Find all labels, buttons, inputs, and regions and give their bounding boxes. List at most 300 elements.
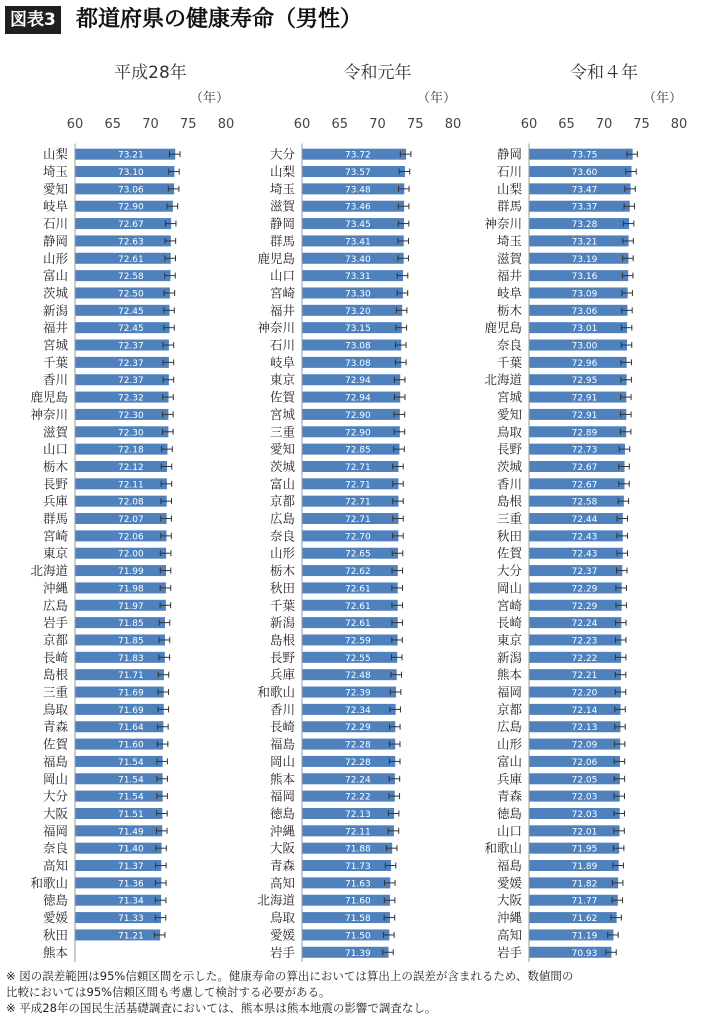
data-label: 72.13 (344, 809, 371, 820)
footnotes (6, 968, 706, 1016)
category-label: 佐賀 (42, 736, 68, 752)
category-label: 和歌山 (257, 684, 295, 700)
category-label: 静岡 (269, 216, 295, 232)
data-label: 71.37 (117, 862, 144, 873)
data-label: 72.62 (344, 567, 371, 578)
data-label: 72.22 (344, 792, 371, 803)
data-label: 72.23 (571, 636, 598, 647)
category-label: 長崎 (496, 615, 522, 631)
category-label: 群馬 (496, 198, 522, 214)
category-label: 広島 (42, 597, 68, 613)
category-label: 岐阜 (42, 198, 68, 214)
data-label: 73.45 (344, 220, 371, 231)
data-label: 72.50 (117, 289, 144, 300)
data-label: 71.73 (344, 862, 371, 873)
data-label: 71.62 (571, 914, 598, 925)
category-label: 愛知 (42, 181, 68, 197)
data-label: 71.82 (571, 879, 598, 890)
data-label: 71.19 (571, 931, 598, 942)
data-label: 72.12 (117, 462, 144, 473)
data-label: 72.48 (344, 671, 371, 682)
data-label: 72.00 (117, 549, 144, 560)
data-label: 72.90 (344, 428, 371, 439)
category-label: 沖縄 (496, 910, 522, 926)
category-label: 大分 (42, 788, 68, 804)
x-tick-label: 80 (444, 117, 462, 132)
category-label: 静岡 (496, 146, 522, 162)
panel-title: 令和４年 (570, 63, 638, 83)
data-label: 72.71 (344, 480, 371, 491)
data-label: 73.47 (571, 185, 598, 196)
x-tick-label: 60 (293, 117, 311, 132)
category-label: 佐賀 (269, 389, 295, 405)
category-label: 東京 (269, 372, 295, 388)
x-tick-label: 70 (369, 117, 386, 132)
page-title: 都道府県の健康寿命（男性） (76, 7, 363, 32)
data-label: 72.11 (344, 827, 371, 838)
data-label: 72.22 (571, 653, 598, 664)
category-label: 千葉 (496, 354, 522, 370)
category-label: 岐阜 (269, 354, 295, 370)
data-label: 72.59 (344, 636, 371, 647)
category-label: 宮崎 (496, 597, 522, 613)
category-label: 神奈川 (30, 406, 68, 422)
data-label: 72.11 (117, 480, 144, 491)
data-label: 72.06 (571, 757, 598, 768)
data-label: 72.30 (117, 410, 144, 421)
category-label: 長崎 (269, 719, 295, 735)
category-label: 広島 (496, 719, 522, 735)
data-label: 72.29 (571, 584, 598, 595)
category-label: 福島 (42, 753, 68, 769)
category-label: 東京 (496, 632, 522, 648)
data-label: 72.20 (571, 688, 598, 699)
data-label: 72.61 (344, 601, 371, 612)
category-label: 鹿児島 (257, 250, 295, 266)
data-label: 73.01 (571, 324, 598, 335)
category-label: 福井 (496, 268, 522, 284)
data-label: 73.15 (344, 324, 371, 335)
footnote-1: ※ 図の誤差範囲は95%信頼区間を示した。健康寿命の算出においては算出上の誤差が含まれるため、数値間の (6, 969, 574, 983)
category-label: 鳥取 (496, 424, 522, 440)
category-label: 千葉 (42, 354, 68, 370)
category-label: 秋田 (42, 927, 68, 943)
category-label: 滋賀 (269, 198, 295, 214)
data-label: 71.89 (571, 862, 598, 873)
category-label: 徳島 (496, 805, 522, 821)
data-label: 72.06 (117, 532, 144, 543)
category-label: 奈良 (42, 840, 68, 856)
category-label: 岩手 (42, 615, 68, 631)
category-label: 北海道 (30, 563, 68, 579)
category-label: 和歌山 (484, 840, 522, 856)
category-label: 山形 (42, 250, 68, 266)
data-label: 72.63 (117, 237, 144, 248)
category-label: 岡山 (42, 771, 68, 787)
data-label: 71.34 (117, 896, 144, 907)
category-label: 山形 (269, 545, 295, 561)
data-label: 73.20 (344, 306, 371, 317)
category-label: 愛媛 (496, 875, 522, 891)
data-label: 72.37 (117, 341, 144, 352)
data-label: 73.16 (571, 272, 598, 283)
category-label: 新潟 (269, 615, 295, 631)
data-label: 73.09 (571, 289, 598, 300)
category-label: 青森 (269, 858, 295, 874)
x-tick-label: 70 (595, 117, 613, 132)
data-label: 72.71 (344, 462, 371, 473)
data-label: 71.39 (344, 948, 371, 959)
category-label: 滋賀 (496, 250, 522, 266)
data-label: 73.19 (571, 254, 598, 265)
unit-label: （年） (189, 91, 229, 106)
category-label: 京都 (269, 493, 295, 509)
data-label: 71.49 (117, 827, 144, 838)
data-label: 72.58 (571, 497, 598, 508)
data-label: 71.33 (117, 914, 144, 925)
category-label: 岡山 (269, 753, 295, 769)
category-label: 京都 (42, 632, 68, 648)
data-label: 72.70 (344, 532, 371, 543)
category-label: 佐賀 (496, 545, 522, 561)
category-label: 石川 (269, 337, 295, 353)
data-label: 72.73 (571, 445, 598, 456)
category-label: 石川 (496, 164, 522, 180)
data-label: 71.36 (117, 879, 144, 890)
category-label: 宮崎 (42, 528, 68, 544)
data-label: 72.91 (571, 393, 598, 404)
category-label: 山梨 (42, 146, 68, 162)
category-label: 鹿児島 (30, 389, 68, 405)
data-label: 73.06 (117, 185, 144, 196)
category-label: 福井 (42, 320, 68, 336)
data-label: 71.60 (344, 896, 371, 907)
category-label: 新潟 (42, 302, 68, 318)
data-label: 72.61 (344, 619, 371, 630)
data-label: 72.28 (344, 740, 371, 751)
category-label: 山口 (42, 441, 68, 457)
data-label: 72.90 (344, 410, 371, 421)
category-label: 秋田 (496, 528, 522, 544)
category-label: 愛知 (269, 441, 295, 457)
category-label: 京都 (496, 701, 522, 717)
data-label: 71.85 (117, 636, 144, 647)
category-label: 東京 (42, 545, 68, 561)
category-label: 宮崎 (269, 285, 295, 301)
data-label: 72.67 (117, 220, 144, 231)
category-label: 富山 (269, 476, 295, 492)
category-label: 和歌山 (30, 875, 68, 891)
data-label: 72.24 (571, 619, 598, 630)
category-label: 岡山 (496, 580, 522, 596)
category-label: 兵庫 (269, 667, 295, 683)
category-label: 沖縄 (42, 580, 68, 596)
category-label: 埼玉 (269, 181, 295, 197)
category-label: 大阪 (269, 840, 295, 856)
category-label: 長野 (42, 476, 68, 492)
category-label: 香川 (269, 701, 295, 717)
category-label: 栃木 (42, 458, 68, 474)
category-label: 愛媛 (42, 910, 68, 926)
data-label: 72.67 (571, 462, 598, 473)
category-label: 鹿児島 (484, 320, 522, 336)
category-label: 茨城 (496, 458, 522, 474)
data-label: 71.97 (117, 601, 144, 612)
category-label: 福岡 (496, 684, 522, 700)
data-label: 71.98 (117, 584, 144, 595)
category-label: 大阪 (42, 805, 68, 821)
x-tick-label: 60 (66, 117, 84, 132)
x-tick-label: 75 (633, 117, 650, 132)
category-label: 兵庫 (496, 771, 522, 787)
data-label: 71.71 (117, 671, 144, 682)
category-label: 鳥取 (269, 910, 295, 926)
category-label: 島根 (42, 667, 68, 683)
data-label: 71.69 (117, 688, 144, 699)
data-label: 72.05 (571, 775, 598, 786)
data-label: 71.85 (117, 619, 144, 630)
data-label: 72.09 (571, 740, 598, 751)
data-label: 72.44 (571, 515, 598, 526)
category-label: 香川 (496, 476, 522, 492)
panel-title: 平成28年 (114, 63, 187, 83)
category-label: 広島 (269, 511, 295, 527)
category-label: 栃木 (496, 302, 522, 318)
data-label: 72.96 (571, 358, 598, 369)
category-label: 鳥取 (42, 701, 68, 717)
category-label: 熊本 (42, 944, 68, 960)
data-label: 72.45 (117, 324, 144, 335)
data-label: 72.65 (344, 549, 371, 560)
category-label: 高知 (496, 927, 522, 943)
data-label: 72.32 (117, 393, 144, 404)
footnote-2: 比較においては95%信頼区間も考慮して検討する必要がある。 (6, 985, 331, 999)
x-tick-label: 75 (406, 117, 424, 132)
category-label: 栃木 (269, 563, 295, 579)
data-label: 72.71 (344, 497, 371, 508)
category-label: 香川 (42, 372, 68, 388)
category-label: 岩手 (496, 944, 522, 960)
data-label: 73.60 (571, 168, 598, 179)
category-label: 長野 (496, 441, 522, 457)
category-label: 兵庫 (42, 493, 68, 509)
x-tick-label: 65 (104, 117, 122, 132)
data-label: 72.29 (571, 601, 598, 612)
data-label: 72.61 (117, 254, 144, 265)
category-label: 宮城 (42, 337, 68, 353)
category-label: 徳島 (269, 805, 295, 821)
data-label: 70.93 (571, 948, 598, 959)
x-tick-label: 65 (558, 117, 575, 132)
data-label: 71.50 (344, 931, 371, 942)
category-label: 茨城 (269, 458, 295, 474)
category-label: 神奈川 (484, 216, 522, 232)
data-label: 72.95 (571, 376, 598, 387)
data-label: 72.94 (344, 376, 371, 387)
data-label: 73.10 (117, 168, 144, 179)
data-label: 72.18 (117, 445, 144, 456)
data-label: 71.64 (117, 723, 144, 734)
data-label: 71.88 (344, 844, 371, 855)
data-label: 72.14 (571, 705, 598, 716)
panel-title: 令和元年 (343, 63, 412, 83)
category-label: 三重 (269, 424, 295, 440)
x-tick-label: 60 (520, 117, 538, 132)
data-label: 71.69 (117, 705, 144, 716)
data-label: 72.37 (117, 358, 144, 369)
data-label: 73.40 (344, 254, 371, 265)
data-label: 73.21 (117, 150, 144, 161)
unit-label: （年） (642, 91, 682, 106)
category-label: 福岡 (42, 823, 68, 839)
x-tick-label: 70 (142, 117, 159, 132)
category-label: 島根 (269, 632, 295, 648)
data-label: 71.95 (571, 844, 598, 855)
data-label: 72.91 (571, 410, 598, 421)
data-label: 72.37 (117, 376, 144, 387)
category-label: 福島 (269, 736, 295, 752)
data-label: 71.99 (117, 567, 144, 578)
data-label: 72.21 (571, 671, 598, 682)
data-label: 71.54 (117, 775, 144, 786)
data-label: 72.67 (571, 480, 598, 491)
category-label: 愛媛 (269, 927, 295, 943)
category-label: 青森 (42, 719, 68, 735)
data-label: 72.01 (571, 827, 598, 838)
category-label: 沖縄 (269, 823, 295, 839)
category-label: 千葉 (269, 597, 295, 613)
data-label: 71.60 (117, 740, 144, 751)
category-label: 熊本 (269, 771, 295, 787)
figure-label: 図表3 (5, 6, 61, 34)
category-label: 大分 (496, 563, 522, 579)
data-label: 72.55 (344, 653, 371, 664)
data-label: 72.29 (344, 723, 371, 734)
category-label: 岩手 (269, 944, 295, 960)
category-label: 大分 (269, 146, 295, 162)
category-label: 福島 (496, 858, 522, 874)
data-label: 72.37 (571, 567, 598, 578)
data-label: 73.75 (571, 150, 598, 161)
category-label: 青森 (496, 788, 522, 804)
data-label: 72.03 (571, 809, 598, 820)
category-label: 石川 (42, 216, 68, 232)
data-label: 73.21 (571, 237, 598, 248)
unit-label: （年） (416, 91, 456, 106)
footnote-3: ※ 平成28年の国民生活基礎調査においては、熊本県は熊本地震の影響で調査なし。 (6, 1001, 437, 1015)
data-label: 73.06 (571, 306, 598, 317)
data-label: 72.43 (571, 532, 598, 543)
category-label: 大阪 (496, 892, 522, 908)
data-label: 71.51 (117, 809, 144, 820)
category-label: 宮城 (269, 406, 295, 422)
data-label: 72.30 (117, 428, 144, 439)
category-label: 三重 (42, 684, 68, 700)
category-label: 山梨 (269, 164, 295, 180)
category-label: 埼玉 (496, 233, 522, 249)
category-label: 愛知 (496, 406, 522, 422)
category-label: 群馬 (42, 511, 68, 527)
data-label: 72.34 (344, 705, 371, 716)
x-tick-label: 80 (217, 117, 235, 132)
category-label: 福岡 (269, 788, 295, 804)
data-label: 71.83 (117, 653, 144, 664)
category-label: 富山 (496, 753, 522, 769)
data-label: 73.37 (571, 202, 598, 213)
category-label: 静岡 (42, 233, 68, 249)
x-tick-label: 65 (331, 117, 349, 132)
data-label: 72.28 (344, 757, 371, 768)
data-label: 72.24 (344, 775, 371, 786)
category-label: 茨城 (42, 285, 68, 301)
data-label: 72.08 (117, 497, 144, 508)
data-label: 73.72 (344, 150, 371, 161)
data-label: 73.08 (344, 358, 371, 369)
data-label: 72.39 (344, 688, 371, 699)
data-label: 72.89 (571, 428, 598, 439)
data-label: 71.54 (117, 757, 144, 768)
category-label: 三重 (496, 511, 522, 527)
data-label: 73.00 (571, 341, 598, 352)
data-label: 72.58 (117, 272, 144, 283)
category-label: 島根 (496, 493, 522, 509)
category-label: 高知 (42, 858, 68, 874)
category-label: 山口 (269, 268, 295, 284)
category-label: 滋賀 (42, 424, 68, 440)
category-label: 山梨 (496, 181, 522, 197)
data-label: 73.30 (344, 289, 371, 300)
data-label: 72.43 (571, 549, 598, 560)
bar (530, 947, 612, 958)
data-label: 73.41 (344, 237, 371, 248)
data-label: 71.63 (344, 879, 371, 890)
data-label: 73.31 (344, 272, 371, 283)
category-label: 埼玉 (42, 164, 68, 180)
category-label: 富山 (42, 268, 68, 284)
data-label: 71.54 (117, 792, 144, 803)
data-label: 72.07 (117, 515, 144, 526)
data-label: 73.46 (344, 202, 371, 213)
data-label: 73.28 (571, 220, 598, 231)
data-label: 72.61 (344, 584, 371, 595)
data-label: 72.85 (344, 445, 371, 456)
category-label: 北海道 (257, 892, 295, 908)
category-label: 長崎 (42, 649, 68, 665)
data-label: 72.45 (117, 306, 144, 317)
category-label: 新潟 (496, 649, 522, 665)
category-label: 長野 (269, 649, 295, 665)
category-label: 山形 (496, 736, 522, 752)
data-label: 72.13 (571, 723, 598, 734)
category-label: 群馬 (269, 233, 295, 249)
data-label: 71.21 (117, 931, 144, 942)
data-label: 73.57 (344, 168, 371, 179)
category-label: 山口 (496, 823, 522, 839)
category-label: 宮城 (496, 389, 522, 405)
category-label: 奈良 (496, 337, 522, 353)
data-label: 73.08 (344, 341, 371, 352)
data-label: 72.03 (571, 792, 598, 803)
category-label: 岐阜 (496, 285, 522, 301)
data-label: 71.58 (344, 914, 371, 925)
data-label: 71.40 (117, 844, 144, 855)
data-label: 72.94 (344, 393, 371, 404)
data-label: 71.77 (571, 896, 598, 907)
category-label: 熊本 (496, 667, 522, 683)
x-tick-label: 80 (670, 117, 688, 132)
category-label: 神奈川 (257, 320, 295, 336)
data-label: 72.71 (344, 515, 371, 526)
